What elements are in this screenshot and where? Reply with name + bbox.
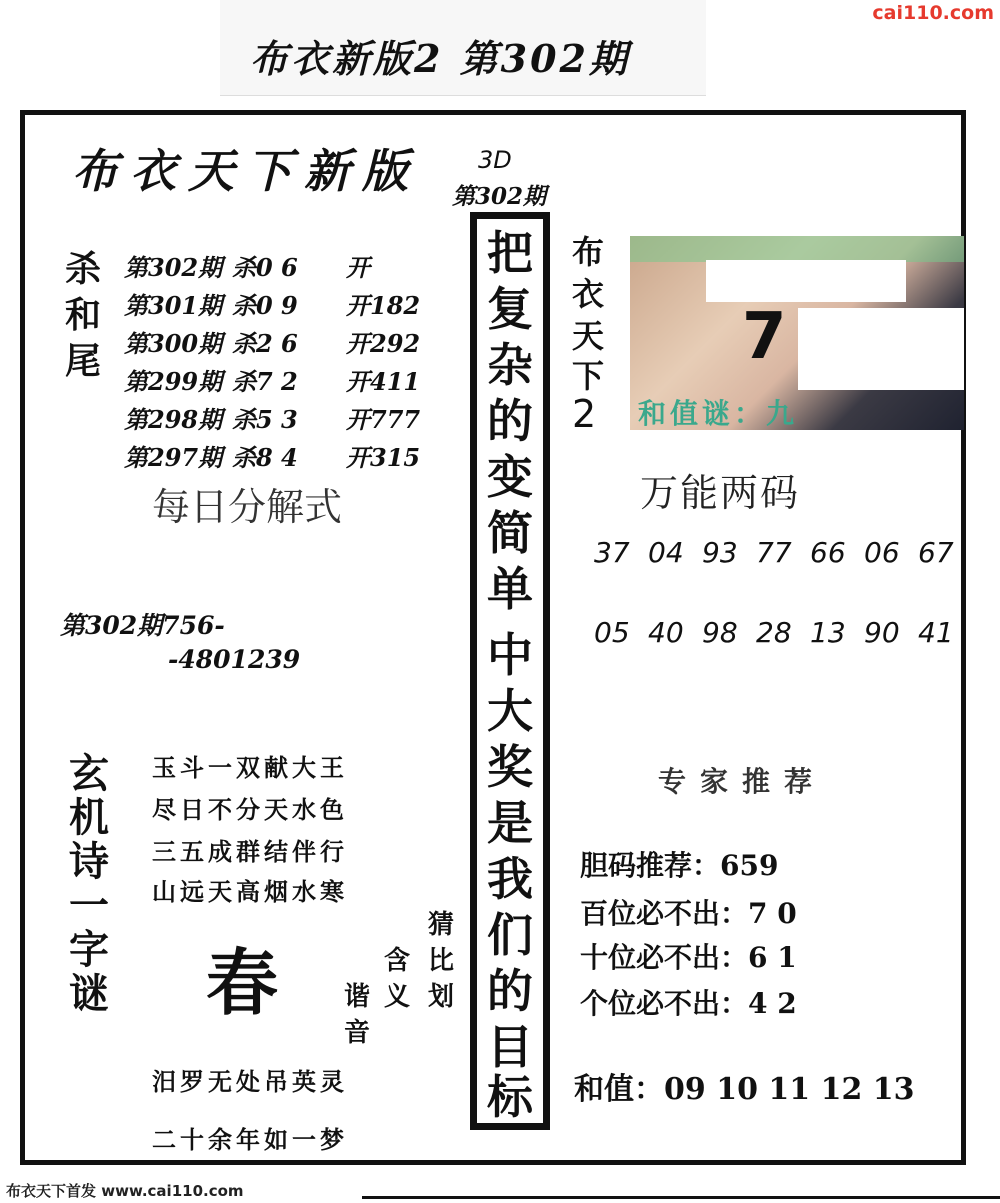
picture-mask <box>798 308 964 390</box>
code-number: 13 <box>810 616 846 649</box>
slogan-char: 们 <box>487 908 533 962</box>
code-number: 05 <box>594 616 630 649</box>
open-result: 开292 <box>346 329 421 358</box>
code-number: 41 <box>918 616 954 649</box>
site-logo[interactable]: cai110.com <box>872 2 994 24</box>
open-result: 开182 <box>346 291 421 320</box>
recommend-line: 个位必不出：4 2 <box>580 987 797 1020</box>
hint-char: 谐 <box>344 982 371 1012</box>
kill-issue: 第298期 <box>124 405 223 434</box>
kill-row <box>124 438 444 476</box>
open-result: 开315 <box>346 443 421 472</box>
daily-formula-title: 每日分解式 <box>152 485 343 529</box>
slogan-char: 中 <box>487 628 533 682</box>
picture-mask <box>706 260 906 302</box>
poem-label-char: 字 <box>69 926 109 973</box>
kill-issue: 第299期 <box>124 367 223 396</box>
slogan-char: 把 <box>487 226 533 280</box>
kill-label-char: 尾 <box>64 340 101 382</box>
kill-label-char: 和 <box>64 294 101 336</box>
formula-line-1: 第302期756- <box>60 611 225 640</box>
poem-line: 玉斗一双献大王 <box>152 753 348 782</box>
hint-char: 猜 <box>428 910 455 940</box>
bottom-poem-line: 汨罗无处吊英灵 <box>152 1067 348 1096</box>
kill-sum-tail-label <box>58 246 108 384</box>
hint-char: 比 <box>428 946 455 976</box>
recommend-line: 胆码推荐：659 <box>580 849 779 882</box>
poem-label-char: 一 <box>69 882 109 929</box>
slogan-char: 大 <box>487 684 533 738</box>
brand-char: 2 <box>572 392 597 436</box>
kill-issue: 第301期 <box>124 291 223 320</box>
game-label: 3D <box>478 146 512 174</box>
brand-char: 下 <box>572 357 605 395</box>
kill-issue: 第297期 <box>124 443 223 472</box>
poem-label-char: 机 <box>69 794 109 841</box>
slogan-char: 复 <box>487 282 533 336</box>
hint-char: 含 <box>384 946 411 976</box>
brand-char: 衣 <box>572 275 605 313</box>
code-number: 90 <box>864 616 900 649</box>
slogan-char: 是 <box>487 796 533 850</box>
kill-row <box>124 286 444 324</box>
sum-values: 和值：09 10 11 12 13 <box>574 1072 915 1107</box>
promo-picture <box>630 236 964 430</box>
brand-char: 布 <box>572 233 605 271</box>
code-number: 37 <box>594 536 630 569</box>
bottom-poem-line: 二十余年如一梦 <box>152 1125 348 1154</box>
slogan-char: 目 <box>487 1020 533 1074</box>
kill-digits: 杀0 6 <box>232 253 298 282</box>
code-number: 98 <box>702 616 738 649</box>
kill-digits: 杀8 4 <box>232 443 298 472</box>
kill-digits: 杀7 2 <box>232 367 298 396</box>
slogan-char: 奖 <box>487 740 533 794</box>
riddle-character: 春 <box>206 940 279 1025</box>
picture-number: 7 <box>742 300 787 374</box>
picture-banner <box>630 236 964 262</box>
code-number: 28 <box>756 616 792 649</box>
universal-two-code-title: 万能两码 <box>640 471 801 515</box>
expert-recommend-title: 专家推荐 <box>658 765 827 798</box>
slogan-char: 我 <box>487 852 533 906</box>
kill-digits: 杀0 9 <box>232 291 298 320</box>
kill-row <box>124 324 444 362</box>
code-number: 04 <box>648 536 684 569</box>
code-number: 77 <box>756 536 792 569</box>
code-number: 66 <box>810 536 846 569</box>
poem-line: 山远天高烟水寒 <box>152 877 348 906</box>
recommend-line: 百位必不出：7 0 <box>580 897 797 930</box>
footer-text[interactable]: 布衣天下首发 www.cai110.com <box>6 1182 244 1200</box>
kill-digits: 杀5 3 <box>232 405 298 434</box>
kill-label-char: 杀 <box>64 248 101 290</box>
brand-char: 天 <box>572 317 605 355</box>
kill-row <box>124 400 444 438</box>
hint-char: 音 <box>344 1018 371 1048</box>
kill-issue: 第302期 <box>124 253 223 282</box>
poem-label-char: 谜 <box>69 970 109 1017</box>
main-title: 布衣天下新版 <box>72 144 420 198</box>
code-number: 93 <box>702 536 738 569</box>
code-number: 67 <box>918 536 954 569</box>
kill-row <box>124 248 444 286</box>
hint-char: 划 <box>428 982 455 1012</box>
picture-sum-hint: 和值谜：九 <box>638 397 799 430</box>
formula-line-2: -4801239 <box>168 645 301 674</box>
poem-label-char: 玄 <box>69 750 109 797</box>
poem-label-char: 诗 <box>69 838 109 885</box>
slogan-char: 单 <box>487 562 533 616</box>
poem-line: 尽日不分天水色 <box>152 795 348 824</box>
header-title: 布衣新版2 第302期 <box>250 36 630 81</box>
hint-char: 义 <box>384 982 411 1012</box>
slogan-char: 变 <box>487 450 533 504</box>
kill-issue: 第300期 <box>124 329 223 358</box>
poem-riddle-label <box>64 752 114 1016</box>
slogan-char: 的 <box>487 964 533 1018</box>
footer-divider <box>362 1196 1000 1199</box>
slogan-char: 杂 <box>487 338 533 392</box>
open-result: 开777 <box>346 405 421 434</box>
code-number: 06 <box>864 536 900 569</box>
slogan-char: 简 <box>487 506 533 560</box>
poem-line: 三五成群结伴行 <box>152 837 348 866</box>
code-number: 40 <box>648 616 684 649</box>
open-result: 开 <box>346 253 370 282</box>
issue-label: 第302期 <box>452 183 547 210</box>
kill-digits: 杀2 6 <box>232 329 298 358</box>
slogan-char: 标 <box>487 1070 533 1124</box>
recommend-line: 十位必不出：6 1 <box>580 941 797 974</box>
kill-row <box>124 362 444 400</box>
slogan-char: 的 <box>487 394 533 448</box>
open-result: 开411 <box>346 367 421 396</box>
